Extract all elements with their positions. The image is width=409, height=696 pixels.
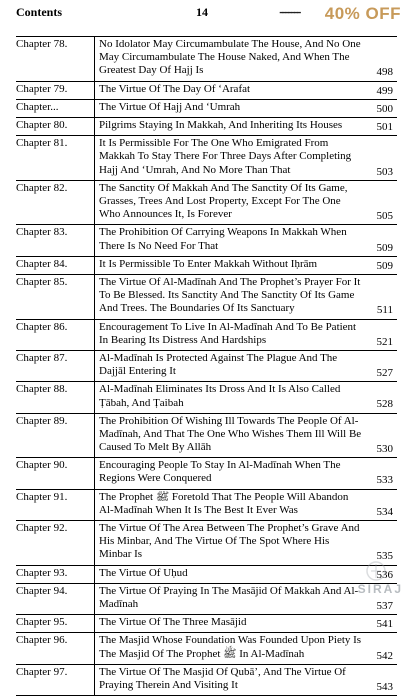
- chapter-label: Chapter 87.: [16, 351, 95, 381]
- header-ornament: ـــــــ: [280, 5, 301, 16]
- chapter-title: The Virtue Of Praying In The Masājid Of Makkah And Al-Madīnah: [99, 584, 359, 611]
- chapter-title: Encouraging People To Stay In Al-Madīnah When The Regions Were Conquered: [99, 459, 341, 485]
- page-ref: 533: [367, 474, 393, 487]
- chapter-label: Chapter 91.: [16, 490, 95, 520]
- watermark: SIRAJ: [357, 582, 403, 596]
- page-ref: 521: [367, 336, 393, 349]
- entry-body: [95, 521, 397, 565]
- page-ref: 511: [367, 304, 393, 317]
- toc-entry: [16, 566, 397, 584]
- chapter-label: Chapter 79.: [16, 82, 95, 99]
- toc-entry: [16, 351, 397, 382]
- toc-entry: [16, 100, 397, 118]
- toc-entry: [16, 633, 397, 664]
- entry-body: [95, 275, 397, 319]
- page-ref: 541: [367, 618, 393, 631]
- chapter-label: Chapter 84.: [16, 257, 95, 274]
- toc-entry: [16, 382, 397, 413]
- toc-entry: [16, 225, 397, 256]
- siraj-logo-icon: [365, 560, 387, 582]
- entry-body: [95, 225, 397, 255]
- chapter-title: The Prohibition Of Wishing Ill Towards The People Of Al-Madīnah, And That The One Who Wishes Them Ill Will Be Caused To Melt By Allāh: [99, 414, 362, 454]
- chapter-label: Chapter 86.: [16, 320, 95, 350]
- toc-entry: [16, 82, 397, 100]
- toc-entry: [16, 257, 397, 275]
- chapter-title: It Is Permissible To Enter Makkah Without Iḥrām: [99, 257, 318, 270]
- page-ref: 527: [367, 367, 393, 380]
- chapter-label: Chapter 85.: [16, 275, 95, 319]
- chapter-title: No Idolator May Circumambulate The House, And No One May Circumambulate The House Naked, And When The Greatest Day Of Hajj Is: [99, 38, 361, 77]
- chapter-title: Al-Madīnah Eliminates Its Dross And It Is Also Called Ṭābah, And Ṭaibah: [99, 383, 341, 409]
- chapter-title: The Virtue Of Hajj And ‘Umrah: [99, 100, 241, 113]
- toc-entry: [16, 320, 397, 351]
- entry-body: [95, 257, 397, 274]
- page-ref: 530: [367, 443, 393, 456]
- chapter-title: Pilgrims Staying In Makkah, And Inheriting Its Houses: [99, 118, 343, 131]
- chapter-label: Chapter 81.: [16, 136, 95, 180]
- toc-entry: [16, 136, 397, 181]
- entry-body: [95, 100, 397, 117]
- toc-entry: [16, 414, 397, 459]
- chapter-title: The Virtue Of The Three Masājid: [99, 616, 247, 629]
- chapter-label: Chapter 94.: [16, 584, 95, 614]
- chapter-title: The Prohibition Of Carrying Weapons In Makkah When There Is No Need For That: [99, 226, 347, 252]
- entry-body: [95, 382, 397, 412]
- toc-entry: [16, 458, 397, 489]
- chapter-label: Chapter 78.: [16, 37, 95, 81]
- discount-badge: 40% OFF: [324, 4, 401, 23]
- entry-body: [95, 181, 397, 225]
- entry-body: [95, 633, 397, 663]
- chapter-title: The Virtue Of The Area Between The Prophet’s Grave And His Minbar, And The Virtue Of The Spot Where His Minbar Is: [99, 522, 360, 561]
- chapter-label: Chapter 95.: [16, 615, 95, 632]
- chapter-label: Chapter 93.: [16, 566, 95, 583]
- page-ref: 534: [367, 506, 393, 519]
- chapter-label: Chapter 90.: [16, 458, 95, 488]
- toc-entry: [16, 490, 397, 521]
- table-of-contents: [16, 36, 397, 696]
- page-ref: 509: [367, 242, 393, 255]
- chapter-label: Chapter 92.: [16, 521, 95, 565]
- entry-body: [95, 615, 397, 632]
- page-title: Contents: [16, 5, 63, 19]
- chapter-label: Chapter 82.: [16, 181, 95, 225]
- toc-entry: [16, 665, 397, 696]
- entry-body: [95, 458, 397, 488]
- entry-body: [95, 414, 397, 458]
- entry-body: [95, 665, 397, 695]
- page-ref: 503: [367, 166, 393, 179]
- chapter-title: The Virtue Of Uḥud: [99, 566, 188, 579]
- toc-entry: [16, 615, 397, 633]
- chapter-label: Chapter 88.: [16, 382, 95, 412]
- page-ref: 543: [367, 681, 393, 694]
- page-ref: 501: [367, 121, 393, 134]
- chapter-title: The Masjid Whose Foundation Was Founded Upon Piety Is The Masjid Of The Prophet ﷺ In Al-Madīnah: [99, 634, 362, 660]
- page-number: 14: [196, 5, 208, 19]
- chapter-title: The Prophet ﷺ Foretold That The People Will Abandon Al-Madīnah When It Is The Best It Ever Was: [99, 490, 349, 516]
- chapter-title: The Virtue Of The Day Of ‘Arafat: [99, 82, 251, 95]
- chapter-label: Chapter 97.: [16, 665, 95, 695]
- entry-body: [95, 584, 397, 614]
- entry-body: [95, 490, 397, 520]
- chapter-label: Chapter 80.: [16, 118, 95, 135]
- chapter-title: It Is Permissible For The One Who Emigrated From Makkah To Stay There For Three Days After Completing Hajj And ‘Umrah, And No More Than That: [99, 137, 352, 176]
- chapter-title: Al-Madīnah Is Protected Against The Plague And The Dajjāl Entering It: [99, 351, 338, 378]
- page-ref: 528: [367, 398, 393, 411]
- chapter-label: Chapter 89.: [16, 414, 95, 458]
- toc-entry: [16, 275, 397, 320]
- entry-body: [95, 82, 397, 99]
- toc-entry: [16, 118, 397, 136]
- page-ref: 498: [367, 66, 393, 79]
- page-ref: 535: [367, 550, 393, 563]
- toc-entry: [16, 37, 397, 82]
- chapter-title: Encouragement To Live In Al-Madīnah And To Be Patient In Bearing Its Distress And Hardships: [99, 320, 357, 346]
- page-ref: 499: [367, 85, 393, 98]
- page-ref: 505: [367, 210, 393, 223]
- chapter-label: Chapter 83.: [16, 225, 95, 255]
- entry-body: [95, 566, 397, 583]
- entry-body: [95, 118, 397, 135]
- chapter-title: The Virtue Of Al-Madīnah And The Prophet’s Prayer For It To Be Blessed. Its Sanctity And The Sanctity Of Its Game And Trees. The Boundaries Of Its Sanctuary: [99, 275, 361, 315]
- chapter-title: The Sanctity Of Makkah And The Sanctity Of Its Game, Grasses, Trees And Lost Property, Except For The One Who Announces It, Is Forever: [99, 181, 348, 221]
- page-ref: 542: [367, 650, 393, 663]
- page-ref: 536: [367, 569, 393, 582]
- entry-body: [95, 136, 397, 180]
- chapter-label: Chapter 96.: [16, 633, 95, 663]
- page-ref: 500: [367, 103, 393, 116]
- toc-entry: [16, 181, 397, 226]
- toc-entry: [16, 521, 397, 566]
- entry-body: [95, 37, 397, 81]
- chapter-title: The Virtue Of The Masjid Of Qubā’, And The Virtue Of Praying Therein And Visiting It: [99, 665, 346, 692]
- page-ref: 537: [367, 600, 393, 613]
- entry-body: [95, 320, 397, 350]
- page-ref: 509: [367, 260, 393, 273]
- chapter-label: Chapter...: [16, 100, 95, 117]
- entry-body: [95, 351, 397, 381]
